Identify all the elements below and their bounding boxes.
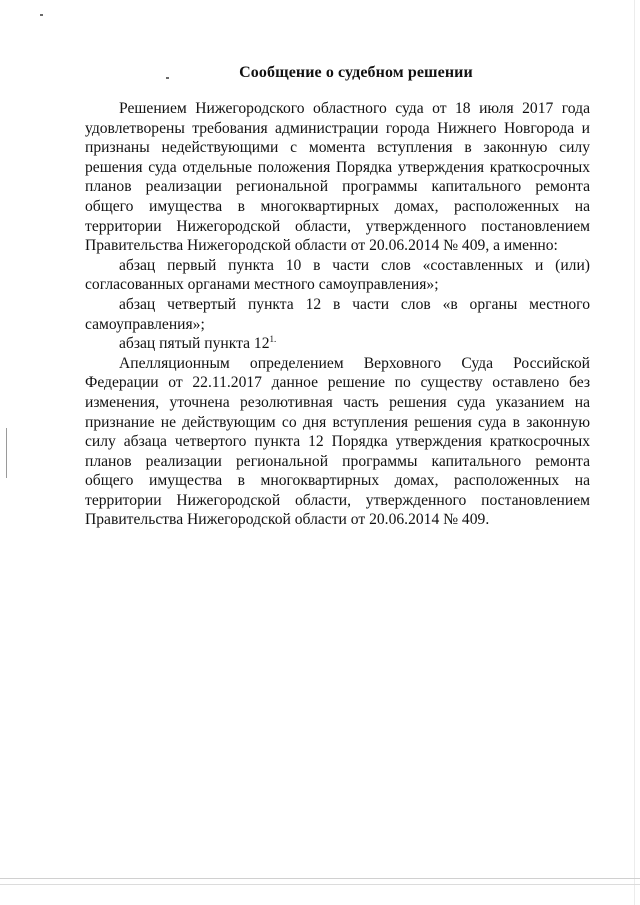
scan-bottom-line xyxy=(0,884,640,885)
item-point-text: абзац пятый пункта 12 xyxy=(119,335,270,353)
item-point-superscript: 1. xyxy=(269,334,277,345)
paragraph: абзац первый пункта 10 в части слов «составленных и (или) согласованных органами местного самоуправления»; xyxy=(85,256,590,294)
document-body xyxy=(85,99,590,530)
paragraph: абзац четвертый пункта 12 в части слов «в органы местного самоуправления»; xyxy=(85,295,590,333)
scan-margin-line xyxy=(6,428,7,478)
scan-bottom-line xyxy=(0,878,640,879)
paragraph xyxy=(85,334,590,354)
paragraph: Решением Нижегородского областного суда от 18 июля 2017 года удовлетворены требования администрации города Нижнего Новгорода и признаны недействующими с момента вступления в законную силу решения суда отдельные положения Порядка утверждения краткосрочных планов реализации региональной программы капитального ремонта общего имущества в многоквартирных домах, расположенных на территории Нижегородской области, утвержденного постановлением Правительства Нижегородской области от 20.06.2014 № 409, а именно: xyxy=(85,100,590,255)
document-title: Сообщение о судебном решении xyxy=(239,64,473,81)
scan-edge-line xyxy=(634,0,635,905)
scan-speck xyxy=(40,14,43,16)
closing-paragraph: Апелляционным определением Верховного Суда Российской Федерации от 22.11.2017 данное решение по существу оставлено без изменения, уточнена резолютивная часть решения суда указанием на признание не действующим со дня вступления решения суда в законную силу абзаца четвертого пункта 12 Порядка утверждения краткосрочных планов реализации региональной программы капитального ремонта общего имущества в многоквартирных домах, расположенных на территории Нижегородской области, утвержденного постановлением Правительства Нижегородской области от 20.06.2014 № 409. xyxy=(85,354,590,529)
